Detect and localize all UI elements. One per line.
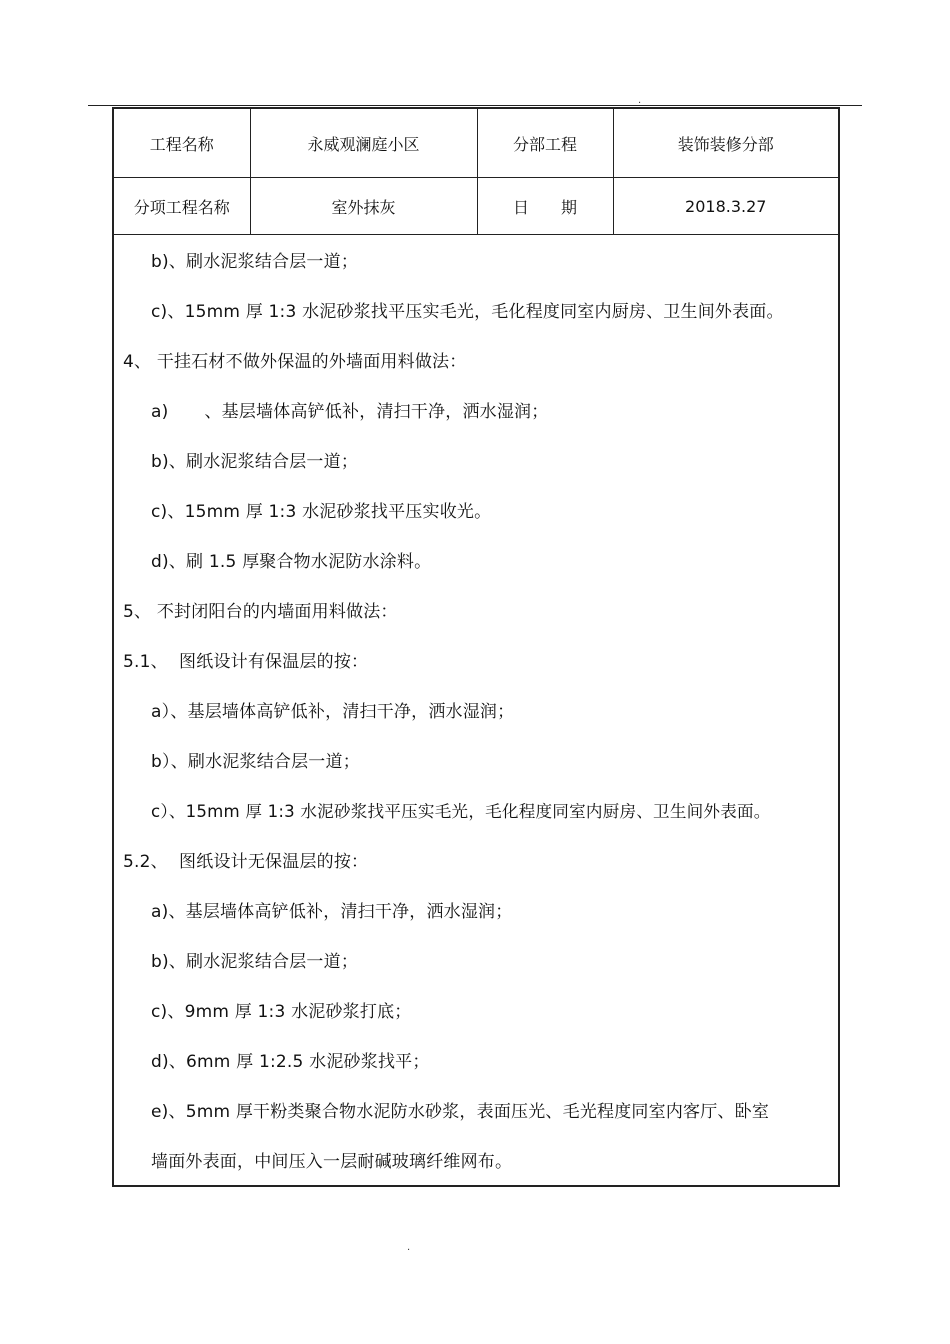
content-line: 墙面外表面，中间压入一层耐碱玻璃纤维网布。 (151, 1152, 513, 1172)
content-line: b）、刷水泥浆结合层一道； (151, 752, 360, 772)
document-frame (112, 107, 840, 1187)
label-project-name: 工程名称 (114, 109, 250, 178)
project-name: 永威观澜庭小区 (250, 109, 477, 178)
content-line: b)、刷水泥浆结合层一道； (151, 252, 359, 272)
subsection-heading: 5.1、 图纸设计有保温层的按： (123, 652, 369, 672)
content-line: b)、刷水泥浆结合层一道； (151, 952, 359, 972)
content-line: c)、15mm 厚 1:3 水泥砂浆找平压实毛光，毛化程度同室内厨房、卫生间外表面。 (151, 302, 784, 322)
info-row-subdivision (114, 178, 838, 235)
header-rule (88, 105, 862, 106)
content-line: e)、5mm 厚干粉类聚合物水泥防水砂浆，表面压光、毛光程度同室内客厅、卧室 (151, 1102, 770, 1122)
content-line: a）、基层墙体高铲低补，清扫干净，洒水湿润； (151, 702, 515, 722)
content-line (151, 402, 548, 422)
subdivision-name: 室外抹灰 (250, 178, 477, 235)
label-division: 分部工程 (477, 109, 613, 178)
header-dot: . (638, 95, 642, 106)
info-row-project (114, 109, 838, 178)
section-heading: 5、 不封闭阳台的内墙面用料做法： (123, 602, 398, 622)
item-marker: a) (151, 402, 169, 422)
footer-dot: . (407, 1242, 411, 1253)
content-line: c)、15mm 厚 1:3 水泥砂浆找平压实收光。 (151, 502, 492, 522)
content-line: b)、刷水泥浆结合层一道； (151, 452, 359, 472)
date-value: 2018.3.27 (613, 178, 838, 235)
content-line: c)、9mm 厚 1:3 水泥砂浆打底； (151, 1002, 412, 1022)
label-date: 日 期 (477, 178, 613, 235)
subsection-heading: 5.2、 图纸设计无保温层的按： (123, 852, 369, 872)
content-line: c）、15mm 厚 1:3 水泥砂浆找平压实毛光，毛化程度同室内厨房、卫生间外表面。 (151, 802, 771, 821)
content-line: a)、基层墙体高铲低补，清扫干净，洒水湿润； (151, 902, 513, 922)
info-table (114, 109, 838, 235)
content-line: d)、刷 1.5 厚聚合物水泥防水涂料。 (151, 552, 432, 572)
label-subdivision-name: 分项工程名称 (114, 178, 250, 235)
content-line: d)、6mm 厚 1:2.5 水泥砂浆找平； (151, 1052, 430, 1072)
section-heading: 4、 干挂石材不做外保温的外墙面用料做法： (123, 352, 467, 372)
item-text: 、基层墙体高铲低补，清扫干净，洒水湿润； (204, 402, 549, 422)
division-name: 装饰装修分部 (613, 109, 838, 178)
